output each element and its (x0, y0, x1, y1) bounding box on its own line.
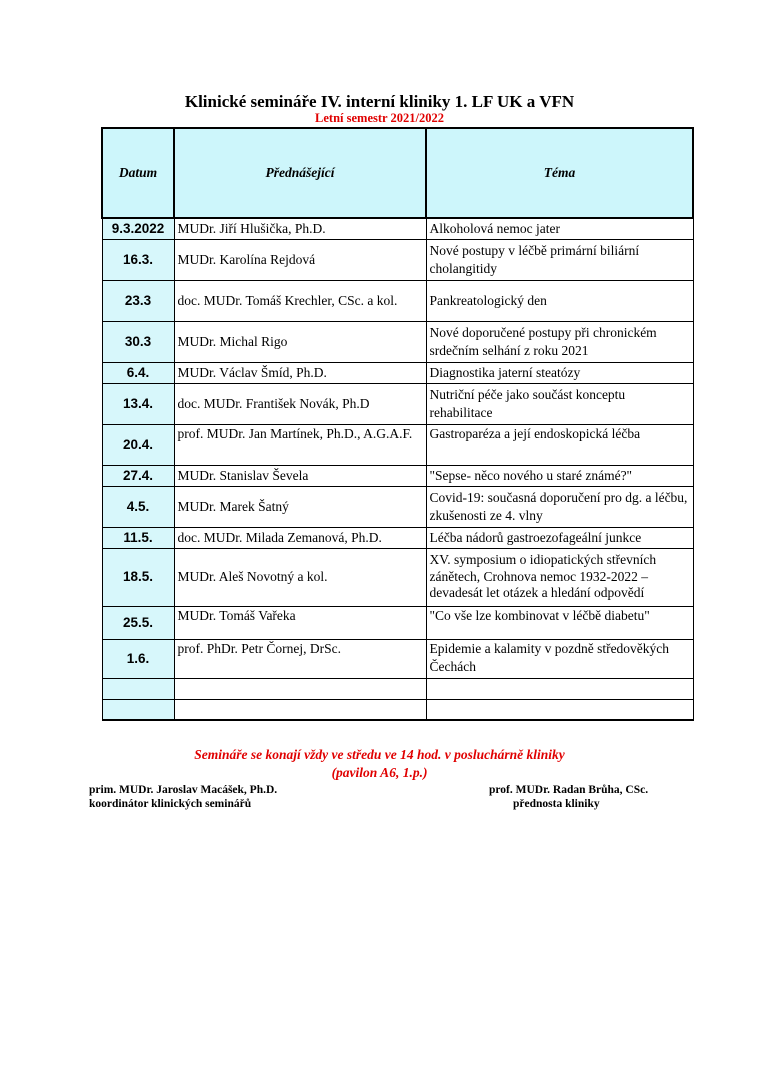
topic-cell: XV. symposium o idiopatických střevních zánětech, Crohnova nemoc 1932-2022 – devadesát let otázek a hledání odpovědí (426, 548, 693, 606)
semester-subtitle: Letní semestr 2021/2022 (315, 111, 444, 125)
speaker-cell: MUDr. Václav Šmíd, Ph.D. (174, 362, 426, 383)
date-cell: 13.4. (102, 383, 174, 424)
date-cell: 30.3 (102, 321, 174, 362)
date-cell: 6.4. (102, 362, 174, 383)
date-cell: 20.4. (102, 424, 174, 465)
date-cell: 1.6. (102, 639, 174, 678)
topic-cell: Nové doporučené postupy při chronickém srdečním selhání z roku 2021 (426, 321, 693, 362)
date-cell: 16.3. (102, 239, 174, 280)
table-row (102, 218, 693, 239)
speaker-cell: doc. MUDr. Milada Zemanová, Ph.D. (174, 527, 426, 548)
table-row (102, 362, 693, 383)
table-row (102, 424, 693, 465)
table-row-empty (102, 699, 693, 720)
topic-cell: Alkoholová nemoc jater (426, 218, 693, 239)
table-header-row (102, 128, 693, 218)
topic-cell: Gastroparéza a její endoskopická léčba (426, 424, 693, 465)
topic-cell-empty (426, 678, 693, 699)
table-row (102, 465, 693, 486)
table-row (102, 639, 693, 678)
document-title: Klinické semináře IV. interní kliniky 1. LF UK a VFN (184, 92, 575, 111)
topic-cell-empty (426, 699, 693, 720)
column-header-speaker: Přednášející (174, 128, 426, 218)
speaker-cell-empty (174, 699, 426, 720)
speaker-cell-empty (174, 678, 426, 699)
date-cell: 11.5. (102, 527, 174, 548)
date-cell: 18.5. (102, 548, 174, 606)
coordinator-name: prim. MUDr. Jaroslav Macášek, Ph.D. (89, 784, 278, 796)
speaker-cell: MUDr. Tomáš Vařeka (174, 606, 426, 639)
coordinator-role: koordinátor klinických seminářů (89, 798, 252, 810)
seminar-note (0, 746, 759, 782)
speaker-cell: MUDr. Michal Rigo (174, 321, 426, 362)
speaker-cell: prof. PhDr. Petr Čornej, DrSc. (174, 639, 426, 678)
speaker-cell: MUDr. Aleš Novotný a kol. (174, 548, 426, 606)
head-role: přednosta kliniky (513, 798, 600, 810)
speaker-cell: MUDr. Stanislav Ševela (174, 465, 426, 486)
table-row-empty (102, 678, 693, 699)
table-row (102, 321, 693, 362)
table-row (102, 383, 693, 424)
date-cell-empty (102, 699, 174, 720)
topic-cell: Diagnostika jaterní steatózy (426, 362, 693, 383)
speaker-cell: MUDr. Jiří Hlušička, Ph.D. (174, 218, 426, 239)
table-row (102, 548, 693, 606)
head-signature-block (489, 783, 648, 811)
seminar-note-line1: Semináře se konají vždy ve středu ve 14 hod. v posluchárně kliniky (194, 747, 565, 762)
speaker-cell: MUDr. Marek Šatný (174, 486, 426, 527)
seminar-schedule-table (101, 127, 694, 721)
table-row (102, 527, 693, 548)
coordinator-signature-block (89, 783, 277, 811)
topic-cell: "Co vše lze kombinovat v léčbě diabetu" (426, 606, 693, 639)
date-cell: 4.5. (102, 486, 174, 527)
seminar-note-line2: (pavilon A6, 1.p.) (331, 765, 428, 780)
table-row (102, 486, 693, 527)
head-name: prof. MUDr. Radan Brůha, CSc. (489, 784, 649, 796)
topic-cell: Epidemie a kalamity v pozdně středověkých Čechách (426, 639, 693, 678)
date-cell: 25.5. (102, 606, 174, 639)
topic-cell: Nové postupy v léčbě primární biliární cholangitidy (426, 239, 693, 280)
topic-cell: "Sepse- něco nového u staré známé?" (426, 465, 693, 486)
topic-cell: Covid-19: současná doporučení pro dg. a léčbu, zkušenosti ze 4. vlny (426, 486, 693, 527)
speaker-cell: doc. MUDr. Tomáš Krechler, CSc. a kol. (174, 280, 426, 321)
date-cell-empty (102, 678, 174, 699)
speaker-cell: prof. MUDr. Jan Martínek, Ph.D., A.G.A.F. (174, 424, 426, 465)
topic-cell: Nutriční péče jako součást konceptu rehabilitace (426, 383, 693, 424)
topic-cell: Léčba nádorů gastroezofageální junkce (426, 527, 693, 548)
table-row (102, 239, 693, 280)
date-cell: 27.4. (102, 465, 174, 486)
table-row (102, 280, 693, 321)
date-cell: 23.3 (102, 280, 174, 321)
table-row (102, 606, 693, 639)
column-header-topic: Téma (426, 128, 693, 218)
date-cell: 9.3.2022 (102, 218, 174, 239)
speaker-cell: doc. MUDr. František Novák, Ph.D (174, 383, 426, 424)
topic-cell: Pankreatologický den (426, 280, 693, 321)
column-header-date: Datum (102, 128, 174, 218)
speaker-cell: MUDr. Karolína Rejdová (174, 239, 426, 280)
